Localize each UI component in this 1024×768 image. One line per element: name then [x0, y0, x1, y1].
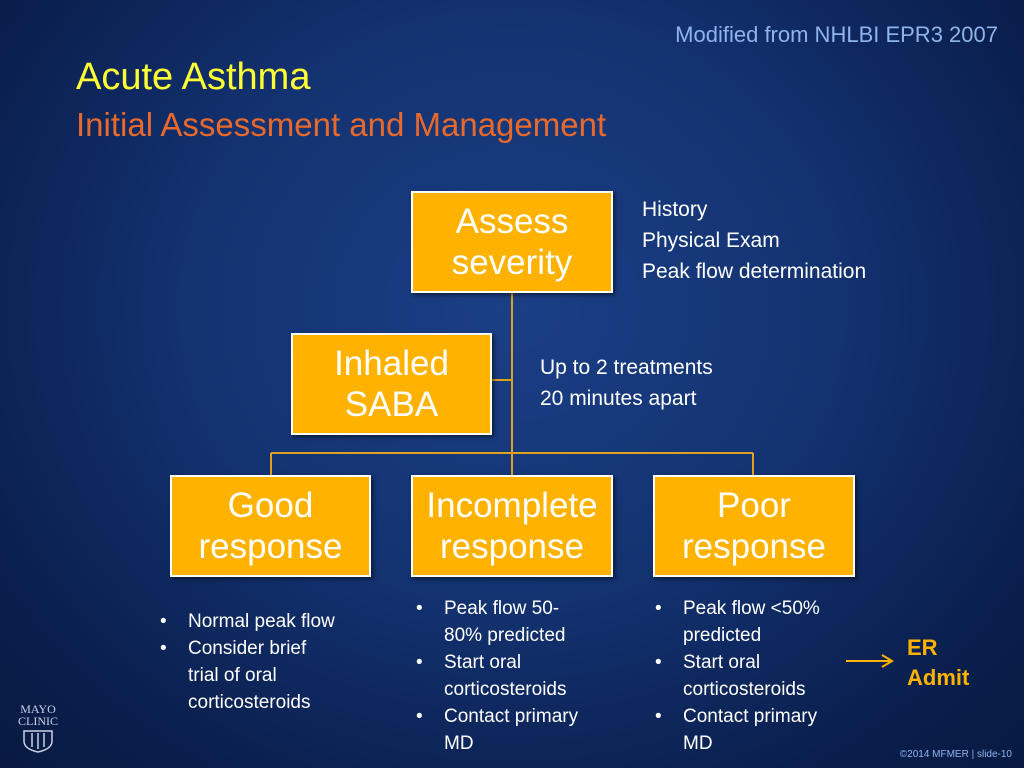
- incomplete-response-bullets: [410, 595, 620, 757]
- saba-note-item: 20 minutes apart: [540, 387, 697, 410]
- assess-note-item: Peak flow determination: [642, 260, 867, 283]
- good-response-box: Good response: [170, 475, 371, 577]
- mayo-shield-icon: [21, 729, 55, 753]
- bullet-item: • Peak flow <50% predicted: [649, 595, 853, 649]
- poor-response-bullets: [649, 595, 859, 757]
- slide-footer: ©2014 MFMER | slide-10: [899, 749, 1012, 760]
- er-admit-label: ER Admit: [907, 635, 970, 690]
- assess-severity-box: Assess severity: [411, 191, 613, 293]
- saba-notes: [540, 352, 713, 414]
- assess-note-item: Physical Exam: [642, 229, 780, 252]
- source-note: Modified from NHLBI EPR3 2007: [675, 22, 998, 47]
- bullet-item: • Start oral corticosteroids: [649, 649, 843, 703]
- saba-note-item: Up to 2 treatments: [540, 356, 713, 379]
- bullet-item: • Normal peak flow: [154, 608, 376, 635]
- slide-subtitle: Initial Assessment and Management: [76, 106, 607, 143]
- bullet-item: • Consider brief trial of oral corticosteroids: [154, 635, 338, 716]
- bullet-item: • Contact primary MD: [649, 703, 843, 757]
- assess-notes: [642, 194, 866, 287]
- good-response-bullets: [154, 608, 376, 716]
- inhaled-saba-box: Inhaled SABA: [291, 333, 492, 435]
- bullet-item: • Peak flow 50-80% predicted: [410, 595, 589, 649]
- bullet-item: • Start oral corticosteroids: [410, 649, 604, 703]
- poor-response-box: Poor response: [653, 475, 855, 577]
- assess-note-item: History: [642, 198, 708, 221]
- mayo-clinic-logo: MAYO CLINIC: [14, 703, 62, 755]
- slide-title: Acute Asthma: [76, 56, 311, 98]
- bullet-item: • Contact primary MD: [410, 703, 604, 757]
- incomplete-response-box: Incomplete response: [411, 475, 613, 577]
